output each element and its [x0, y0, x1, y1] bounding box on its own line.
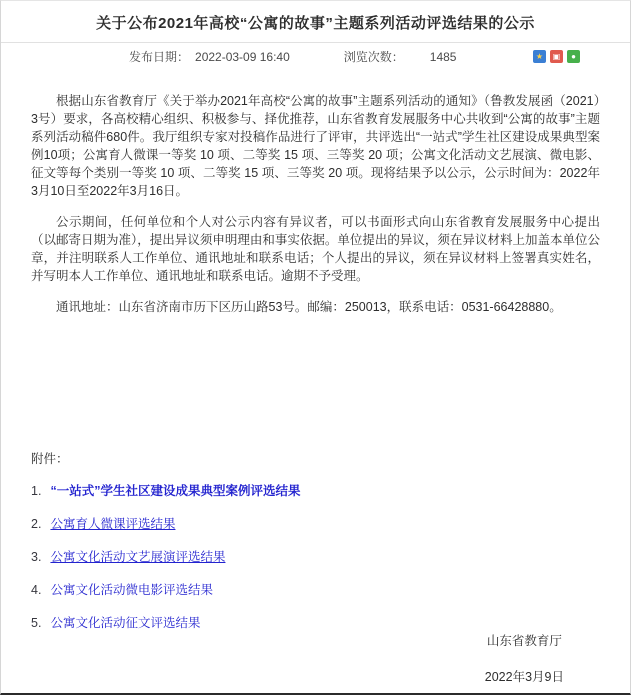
paragraph-contact: 通讯地址：山东省济南市历下区历山路53号。邮编：250013，联系电话：0531-66428880。: [56, 300, 562, 314]
attachment-link-artperformance-results[interactable]: 公寓文化活动文艺展演评选结果: [50, 550, 226, 564]
attachment-link-microfilm-results[interactable]: 公寓文化活动微电影评选结果: [50, 583, 213, 597]
attachment-link-microlecture-results[interactable]: 公寓育人微课评选结果: [50, 517, 176, 531]
announcement-body: [1, 70, 630, 316]
meta-row: [1, 43, 630, 70]
attachment-item: [31, 580, 600, 598]
share-icon-group: [533, 50, 580, 63]
page-title: 关于公布2021年高校“公寓的故事”主题系列活动评选结果的公示: [96, 15, 535, 32]
paragraph-objection: 公示期间，任何单位和个人对公示内容有异议者，可以书面形式向山东省教育发展服务中心提出（以邮寄日期为准），提出异议须申明理由和事实依据。单位提出的异议，须在异议材料上加盖本单位公章，并注明联系人工作单位、通讯地址和联系电话；个人提出的异议，须在异议材料上签署真实姓名，并写明本人工作单位、通讯地址和联系电话。逾期不予受理。: [31, 215, 600, 283]
views-count: 1485: [429, 49, 457, 64]
attachment-number: 5.: [31, 616, 42, 630]
attachment-number: 1.: [31, 484, 42, 498]
attachment-link-community-results[interactable]: “一站式”学生社区建设成果典型案例评选结果: [50, 484, 301, 498]
attachment-item: [31, 613, 600, 631]
attachment-number: 2.: [31, 517, 42, 531]
signature-date: 2022年3月9日: [484, 670, 564, 684]
share-weibo-icon[interactable]: ▣: [550, 50, 563, 63]
publish-date-label: 发布日期：: [129, 50, 190, 64]
attachment-item: [31, 481, 600, 499]
attachment-number: 3.: [31, 550, 42, 564]
attachment-item: [31, 547, 600, 565]
attachment-item: [31, 514, 600, 532]
attachments-label: 附件：: [31, 452, 69, 466]
publish-date-value: 2022-03-09 16:40: [195, 49, 290, 64]
attachment-number: 4.: [31, 583, 42, 597]
favorite-icon[interactable]: ★: [533, 50, 546, 63]
attachments-section: [1, 329, 630, 631]
attachment-link-essay-results[interactable]: 公寓文化活动征文评选结果: [50, 616, 201, 630]
views-label: 浏览次数：: [343, 50, 404, 64]
signature-block: [485, 631, 564, 685]
share-wechat-icon[interactable]: ●: [567, 50, 580, 63]
paragraph-intro: 根据山东省教育厅《关于举办2021年高校“公寓的故事”主题系列活动的通知》（鲁教发展函（2021）3号）要求，各高校精心组织、积极参与、择优推荐，山东省教育发展服务中心共收到“公寓的故事”主题系列活动稿件680件。我厅组织专家对投稿作品进行了评审，共评选出“一站式”学生社区建设成果典型案例10项；公寓育人微课一等奖 10 项、二等奖 15 项、三等奖 20 项；公寓文化活动文艺展演、微电影、征文等每个类别一等奖 10 项、二等奖 15 项、三等奖 20 项。现将结果予以公示，公示时间为：2022年3月10日至2022年3月16日。: [31, 94, 600, 198]
signature-organization: 山东省教育厅: [486, 634, 562, 648]
